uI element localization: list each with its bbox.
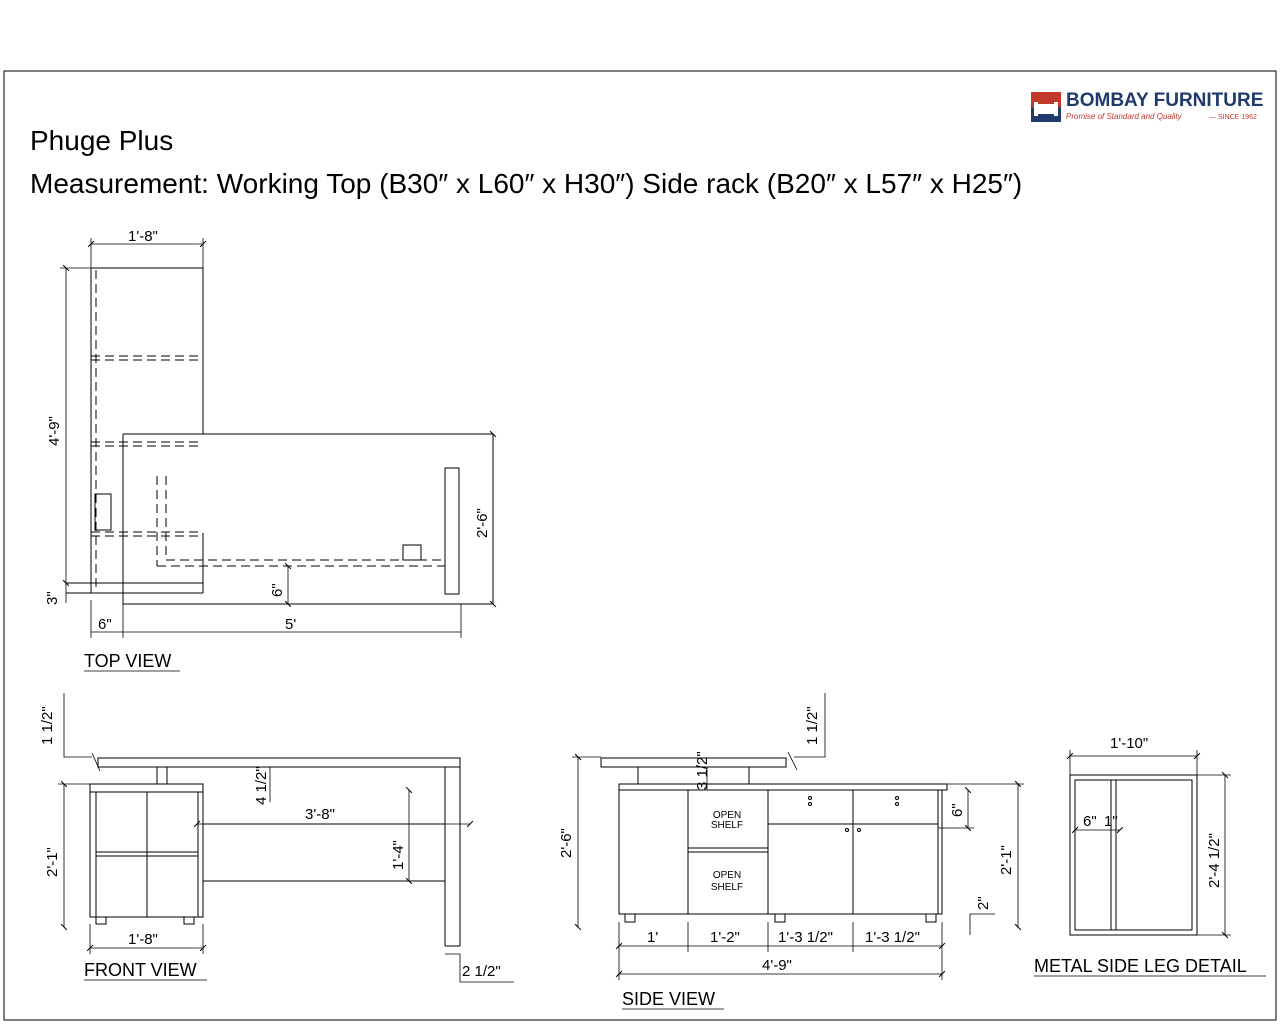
logo-since: — SINCE 1962 [1209, 114, 1257, 121]
open-shelf-bottom-line1: OPEN [712, 870, 742, 881]
measurement-line: Measurement: Working Top (B30″ x L60″ x H30″) Side rack (B20″ x L57″ x H25″) [30, 168, 1023, 199]
dim-front-top-thickness: 1 1/2" [39, 706, 56, 745]
caption-side-view: SIDE VIEW [622, 989, 716, 1009]
dim-leg-height: 2'-4 1/2" [1206, 833, 1223, 888]
dim-inset: 6" [269, 583, 286, 597]
dim-rack-length: 4'-9" [46, 416, 63, 446]
dim-top-depth: 2'-6" [474, 508, 491, 538]
caption-top-view: TOP VIEW [84, 651, 172, 671]
caption-front-view: FRONT VIEW [84, 960, 197, 980]
dim-rack-width: 1'-8" [128, 228, 158, 245]
top-view [44, 228, 493, 671]
logo-tagline: Promise of Standard and Quality [1066, 112, 1182, 121]
dim-offset: 6" [98, 616, 112, 633]
dim-side-total: 4'-9" [762, 957, 792, 974]
open-shelf-top-line2: SHELF [710, 820, 744, 831]
open-shelf-top-line1: OPEN [712, 810, 742, 821]
dim-front-leg: 2 1/2" [462, 963, 501, 980]
open-shelf-bottom-line2: SHELF [710, 882, 744, 893]
dim-leg-tube: 1" [1104, 813, 1118, 830]
dim-side-drawer: 6" [949, 803, 966, 817]
dim-front-gap: 4 1/2" [253, 766, 270, 805]
dim-front-panel-height: 1'-4" [390, 840, 407, 870]
dim-edge: 3" [44, 591, 61, 605]
dim-leg-inner: 6" [1083, 813, 1097, 830]
dim-side-foot: 2" [975, 896, 992, 910]
dim-side-seg3: 1'-3 1/2" [778, 929, 833, 946]
dim-side-seg2: 1'-2" [710, 929, 740, 946]
sheet-border [4, 71, 1276, 1020]
dim-side-top-thickness: 1 1/2" [804, 706, 821, 745]
logo-brand: BOMBAY FURNITURE [1066, 90, 1264, 111]
dim-side-seg4: 1'-3 1/2" [865, 929, 920, 946]
sofa-logo-icon [1031, 92, 1061, 122]
dim-side-gap: 3 1/2" [694, 751, 711, 790]
dim-leg-width: 1'-10" [1110, 735, 1149, 752]
dim-front-span: 3'-8" [305, 806, 335, 823]
front-view [39, 693, 514, 982]
dim-side-height: 2'-6" [558, 828, 575, 858]
side-view [558, 693, 1024, 1009]
leg-detail-view [1034, 735, 1266, 976]
dim-front-rack-width: 1'-8" [128, 931, 158, 948]
dim-side-seg1: 1' [647, 929, 659, 946]
caption-leg-detail: METAL SIDE LEG DETAIL [1034, 956, 1247, 976]
dim-side-rack-height: 2'-1" [998, 845, 1015, 875]
dim-top-length: 5' [285, 616, 297, 633]
page-title: Phuge Plus [30, 125, 174, 156]
dim-front-height: 2'-1" [44, 847, 61, 877]
